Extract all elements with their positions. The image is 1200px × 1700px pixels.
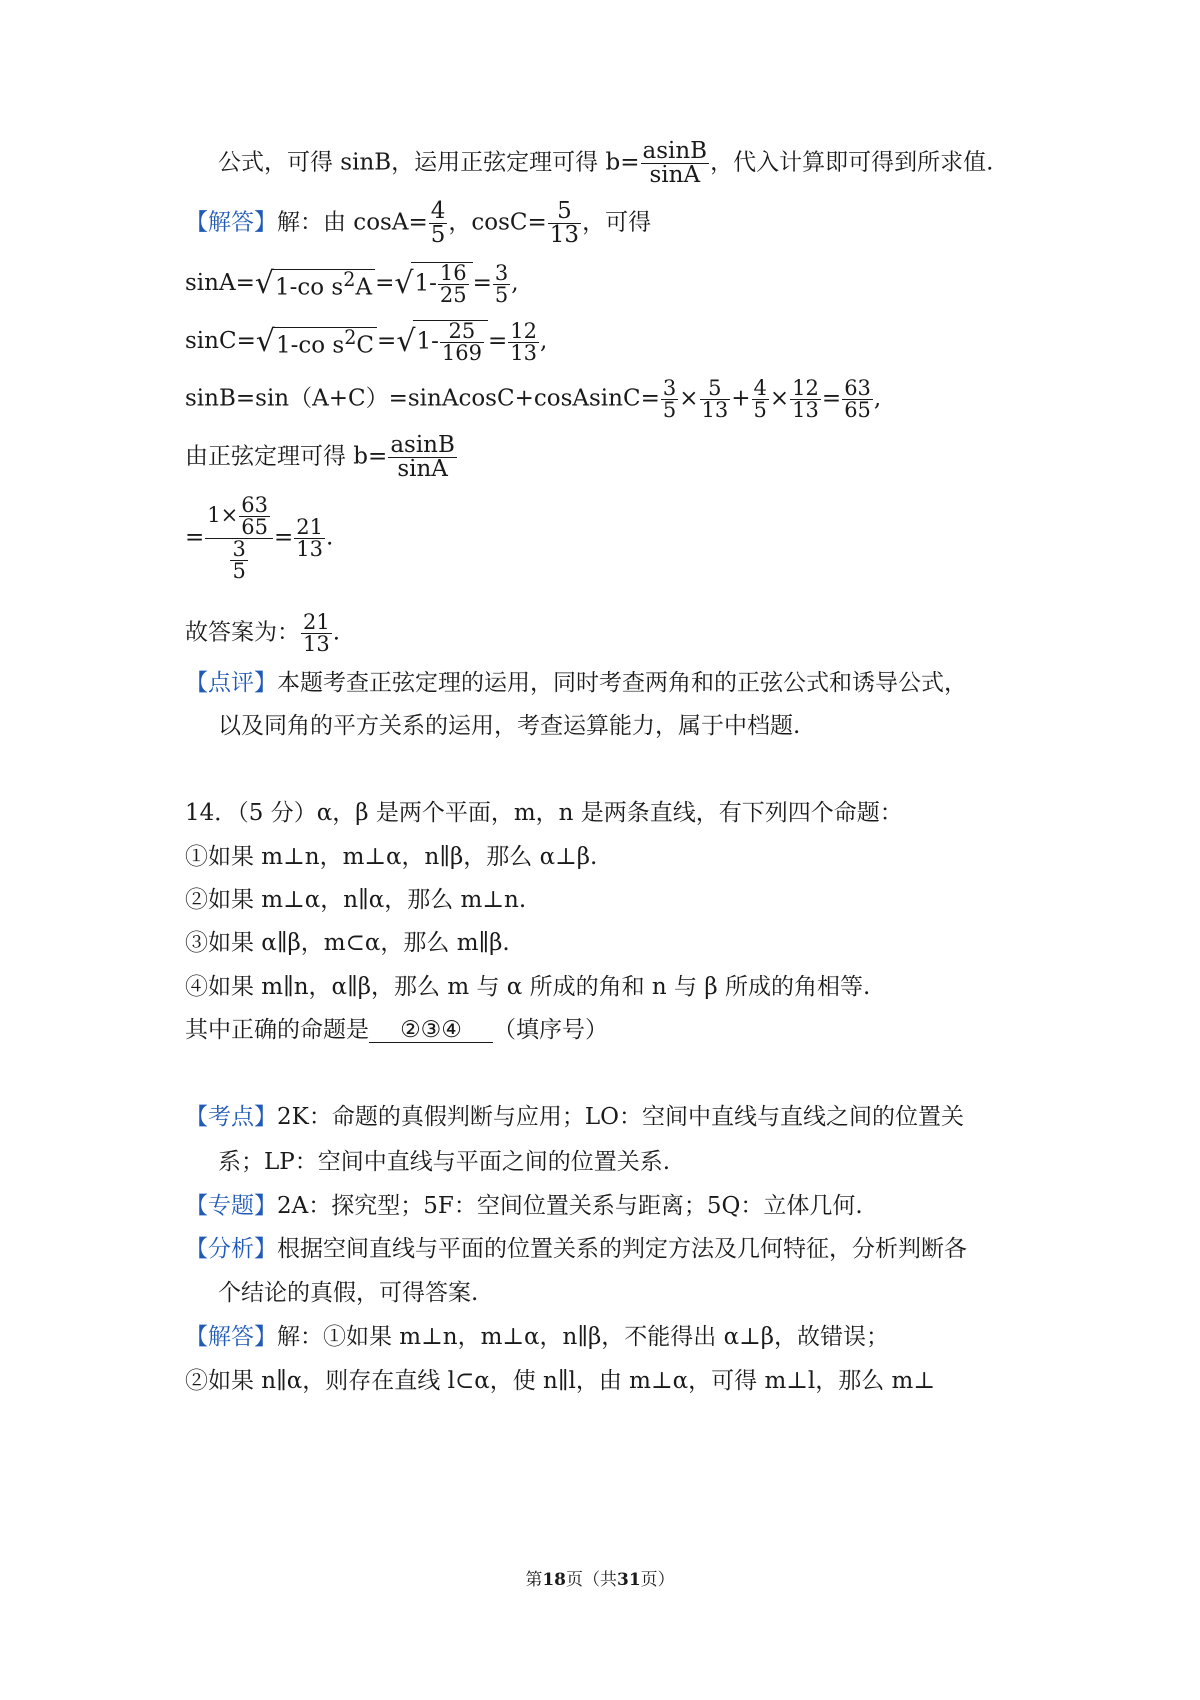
topic-line	[185, 1195, 863, 1218]
numerator: 5	[708, 376, 722, 400]
radicand	[273, 327, 377, 358]
radical-sign: √	[394, 266, 414, 301]
numerator: 4	[430, 198, 446, 224]
text-segment: sinC=	[185, 328, 256, 354]
text-segment: ，代入计算即可得到所求值.	[710, 149, 994, 176]
numerator: 25	[448, 319, 476, 343]
b-calculation	[185, 495, 333, 582]
topic-tag: 【专题】	[185, 1193, 277, 1219]
text-segment: 公式，可得 sinB，运用正弦定理可得 b=	[218, 149, 640, 176]
numerator: 3	[494, 260, 509, 285]
fraction	[294, 517, 325, 560]
text-segment: 1-	[414, 270, 437, 297]
numerator	[205, 495, 273, 538]
denominator: 5	[232, 559, 246, 583]
solution-intro	[185, 200, 651, 247]
radical-sign: √	[254, 266, 274, 301]
fraction	[700, 378, 731, 421]
analysis-line-1	[185, 1238, 967, 1261]
text-segment: 1-co s	[275, 332, 345, 359]
text-segment: 由正弦定理可得 b=	[185, 443, 388, 470]
radicand	[411, 262, 472, 306]
text-segment: ，cosC=	[448, 209, 547, 236]
knowledge-point-line-2: 系；LP：空间中直线与平面之间的位置关系.	[218, 1149, 671, 1175]
denominator: 13	[510, 340, 537, 365]
proposition-2: ②如果 m⊥α，n∥α，那么 m⊥n.	[185, 887, 527, 913]
numerator: asinB	[390, 432, 455, 458]
fraction	[388, 434, 457, 481]
review-line-2	[218, 715, 800, 738]
fraction	[661, 378, 678, 421]
fraction	[842, 378, 873, 421]
knowledge-tag: 【考点】	[185, 1104, 277, 1130]
operator: +	[731, 385, 751, 412]
denominator: 13	[792, 398, 819, 422]
answer-blank: ②③④	[369, 1019, 493, 1043]
solution-14-line-2: ②如果 n∥α，则存在直线 l⊂α，使 n∥l，由 m⊥α，可得 m⊥l，那么 m⊥	[185, 1368, 935, 1394]
fraction	[752, 378, 769, 421]
text-segment: 其中正确的命题是	[185, 1017, 369, 1043]
denominator: 65	[241, 515, 268, 539]
law-of-sines	[185, 434, 458, 481]
text-segment: A	[355, 274, 373, 301]
fraction	[239, 495, 270, 538]
page-footer	[0, 1565, 1200, 1590]
numerator: asinB	[642, 138, 708, 164]
text-segment: 1-	[416, 328, 439, 355]
text-segment: .	[332, 619, 341, 646]
operator: =	[185, 524, 205, 551]
text-segment: 1-co s	[274, 274, 344, 301]
text-segment: =	[487, 328, 508, 354]
question-14-prompt	[185, 1019, 608, 1043]
text-segment: 解：由 cosA=	[277, 209, 428, 236]
fraction	[230, 539, 247, 582]
text-segment: 以及同角的平方关系的运用，考查运算能力，属于中档题.	[218, 713, 801, 739]
denominator: 169	[441, 341, 482, 365]
numerator: 16	[439, 261, 467, 285]
sinA-equation	[185, 262, 519, 306]
compound-fraction	[205, 495, 273, 582]
fraction	[508, 318, 539, 365]
fraction	[438, 263, 469, 306]
fraction	[440, 321, 484, 364]
radical-sign: √	[255, 324, 275, 359]
review-tag: 【点评】	[185, 670, 277, 696]
text-segment: 根据空间直线与平面的位置关系的判定方法及几何特征，分析判断各	[277, 1236, 967, 1262]
proposition-1: ①如果 m⊥n，m⊥α，n∥β，那么 α⊥β.	[185, 844, 598, 870]
text-segment: C	[356, 332, 375, 359]
solution-14-line-1	[185, 1326, 889, 1349]
text-segment: 1×	[207, 503, 239, 527]
total-pages: 31	[617, 1570, 641, 1590]
analysis-line-2: 个结论的真假，可得答案.	[218, 1280, 479, 1306]
exponent: 2	[343, 267, 356, 291]
denominator: 13	[701, 398, 729, 422]
review-line-1	[185, 672, 967, 695]
text-segment: 解：①如果 m⊥n，m⊥α，n∥β，不能得出 α⊥β，故错误；	[277, 1324, 890, 1350]
text-segment: 故答案为：	[185, 619, 300, 646]
text-segment: （填序号）	[493, 1017, 608, 1043]
denominator: 13	[549, 222, 580, 248]
text-segment: ，可得	[582, 209, 652, 236]
fraction	[301, 612, 332, 655]
denominator: 5	[662, 398, 677, 422]
radical-sign: √	[396, 324, 416, 359]
numerator: 63	[844, 376, 871, 400]
numerator: 63	[241, 493, 268, 517]
text-segment: ,	[539, 328, 548, 354]
radicand	[272, 269, 375, 300]
numerator: 21	[296, 515, 323, 539]
text-segment: ,	[873, 385, 882, 412]
text-segment: =	[375, 270, 395, 296]
operator: =	[821, 385, 842, 412]
fraction	[548, 200, 581, 247]
denominator: 13	[296, 537, 323, 561]
numerator: 5	[557, 198, 572, 224]
text-segment: 页（共	[566, 1570, 617, 1590]
text-segment: ,	[511, 270, 519, 296]
denominator: 13	[303, 632, 330, 656]
proposition-4: ④如果 m∥n，α∥β，那么 m 与 α 所成的角和 n 与 β 所成的角相等.	[185, 974, 871, 1000]
text-segment: =	[472, 270, 492, 296]
text-segment: =	[377, 328, 397, 354]
operator: ×	[769, 385, 790, 412]
numerator: 3	[662, 376, 677, 400]
text-segment: 第	[525, 1570, 543, 1590]
analysis-continuation	[218, 140, 993, 187]
text-segment: sinA=	[185, 270, 255, 296]
fraction	[493, 260, 510, 307]
numerator: 21	[303, 610, 330, 634]
exponent: 2	[344, 325, 357, 349]
numerator: 12	[510, 318, 537, 343]
operator: ×	[679, 385, 699, 412]
analysis-tag: 【分析】	[185, 1236, 277, 1262]
numerator: 4	[753, 376, 767, 400]
text-segment: .	[326, 524, 334, 551]
numerator: 12	[792, 376, 819, 400]
fraction	[429, 200, 448, 247]
sinC-equation	[185, 320, 547, 364]
denominator: sinA	[388, 457, 457, 481]
denominator: 5	[753, 398, 767, 422]
text-segment: sinB=sin（A+C）=sinAcosC+cosAsinC=	[185, 385, 660, 412]
denominator: 5	[494, 282, 509, 307]
proposition-3: ③如果 α∥β，m⊂α，那么 m∥β.	[185, 930, 510, 956]
fraction	[790, 378, 821, 421]
denominator: 25	[439, 283, 467, 307]
numerator: 3	[232, 537, 246, 561]
solution-tag: 【解答】	[185, 1324, 277, 1350]
solution-tag: 【解答】	[185, 209, 277, 236]
page-number: 18	[542, 1570, 566, 1590]
denominator	[205, 538, 273, 582]
denominator: 65	[844, 398, 871, 422]
question-14-stem: 14．（5 分）α，β 是两个平面，m，n 是两条直线，有下列四个命题：	[185, 800, 903, 826]
radicand	[413, 320, 488, 364]
denominator: sinA	[641, 163, 710, 187]
fraction	[641, 140, 710, 187]
text-segment: 页）	[640, 1570, 675, 1590]
operator: =	[273, 524, 294, 551]
denominator: 5	[430, 222, 446, 248]
text-segment: 2A：探究型；5F：空间位置关系与距离；5Q：立体几何.	[277, 1193, 863, 1219]
final-answer	[185, 612, 340, 655]
text-segment: 本题考查正弦定理的运用，同时考查两角和的正弦公式和诱导公式，	[277, 670, 967, 696]
text-segment: 2K：命题的真假判断与应用；LO：空间中直线与直线之间的位置关	[277, 1104, 964, 1130]
sinB-equation	[185, 378, 881, 421]
knowledge-point-line-1	[185, 1106, 964, 1129]
